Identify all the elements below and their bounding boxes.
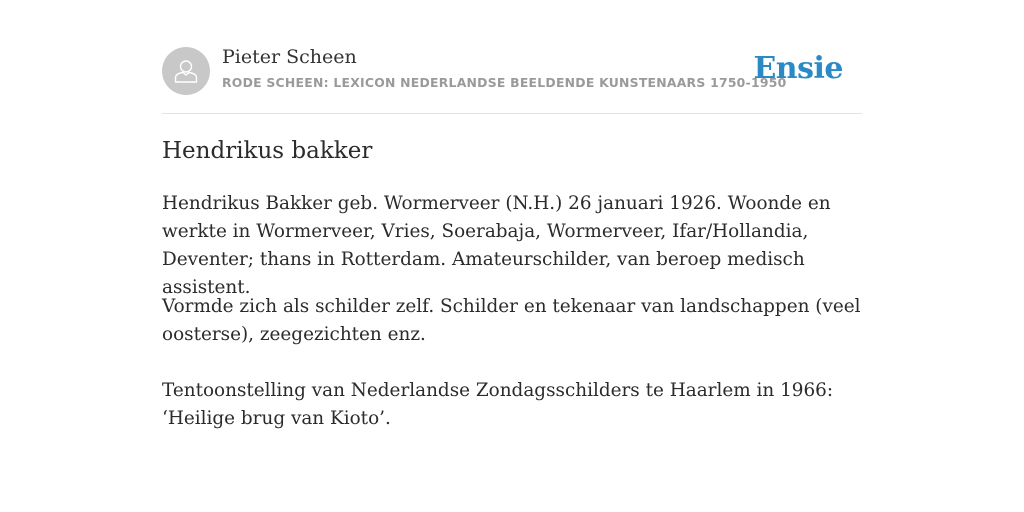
entry-card [162,0,862,429]
author-header [162,0,862,114]
user-icon [171,56,201,86]
author-avatar[interactable] [162,47,210,95]
entry-paragraph-1: Hendrikus Bakker geb. Wormerveer (N.H.) 26 januari 1926. Woonde en werkte in Wormerveer, Vries, Soerabaja, Wormerveer, Ifar/Hollandia, Deventer; thans in Rotterdam. Amateurschilder, van beroep medisch assistent. [162,193,831,298]
entry-paragraph-3: Tentoonstelling van Nederlandse Zondagsschilders te Haarlem in 1966: ‘Heilige brug van Kioto’. [162,380,834,429]
brand-logo[interactable]: Ensie [753,51,843,86]
source-title[interactable]: RODE SCHEEN: LEXICON NEDERLANDSE BEELDENDE KUNSTENAARS 1750-1950 [222,75,787,90]
entry-title: Hendrikus bakker [162,138,373,164]
entry-paragraph-2: Vormde zich als schilder zelf. Schilder en tekenaar van landschappen (veel oosterse), zeegezichten enz. [162,296,861,345]
author-name[interactable]: Pieter Scheen [222,46,357,68]
